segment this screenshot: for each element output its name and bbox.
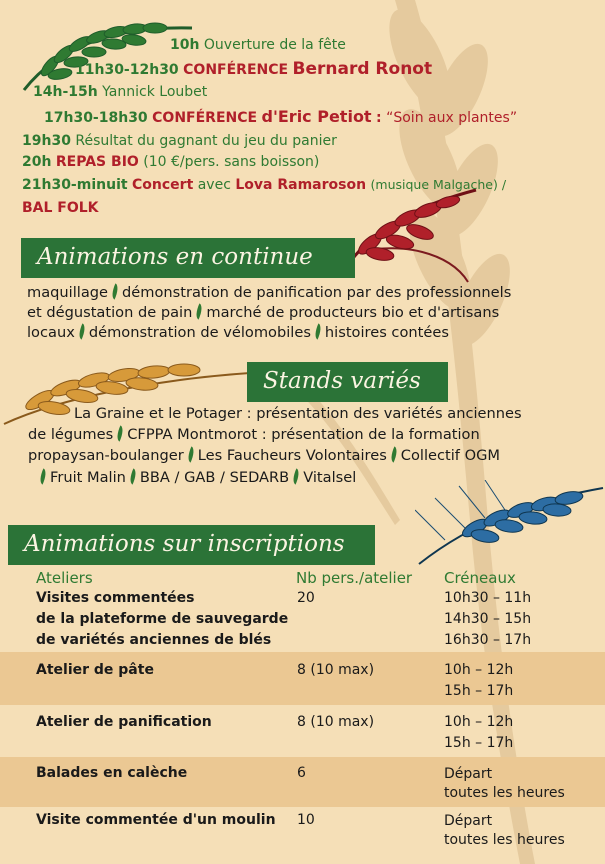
stand-item: La Graine et le Potager : présentation des variétés anciennes (74, 405, 522, 422)
animation-item: démonstration de panification par des professionnels (122, 284, 512, 301)
stands-line-4 (36, 469, 356, 487)
leaf-icon (290, 468, 302, 484)
leaf-icon (388, 446, 400, 462)
schedule-text: (musique Malgache) / (370, 177, 507, 192)
schedule-label: CONFÉRENCE (152, 110, 258, 126)
animation-item: locaux (27, 324, 75, 341)
schedule-line-conference-1 (75, 60, 432, 79)
blue-wheat-illustration (415, 480, 605, 570)
table-row-name (36, 810, 276, 831)
schedule-text: (10 €/pers. sans boisson) (143, 154, 320, 170)
schedule-time: 17h30-18h30 (44, 110, 148, 126)
schedule-line-results (22, 132, 337, 150)
schedule-speaker: Bernard Ronot (292, 59, 433, 79)
leaf-icon (37, 468, 49, 484)
workshop-name-line: Visites commentées (36, 590, 195, 606)
slot-line: 10h30 – 11h (444, 590, 532, 606)
schedule-line-concert (22, 176, 506, 194)
table-row-name (36, 763, 187, 784)
schedule-speaker: d'Eric Petiot (261, 107, 372, 126)
animations-line-3 (27, 324, 449, 342)
table-row-name (36, 660, 154, 681)
animation-item: histoires contées (324, 324, 449, 341)
animation-item: maquillage (27, 284, 109, 301)
slot-line: 10h – 12h (444, 714, 514, 730)
schedule-speaker: Lova Ramaroson (235, 177, 367, 193)
red-wheat-illustration (340, 182, 480, 292)
animation-item: et dégustation de pain (27, 304, 193, 321)
table-row-name (36, 712, 212, 733)
table-row-slots (444, 660, 513, 702)
schedule-label: CONFÉRENCE (183, 62, 289, 78)
leaf-icon (312, 323, 324, 339)
leaf-icon (114, 425, 126, 441)
table-row-count: 8 (10 max) (297, 662, 375, 678)
table-row-count: 8 (10 max) (297, 714, 375, 730)
table-row-count: 10 (297, 812, 315, 828)
table-row-slots (444, 765, 565, 803)
schedule-time: 10h (170, 37, 200, 53)
slot-line: toutes les heures (444, 832, 565, 848)
schedule-line-conference-2 (44, 108, 517, 127)
leaf-icon (193, 303, 205, 319)
slot-line: toutes les heures (444, 785, 565, 801)
schedule-label: REPAS BIO (55, 154, 139, 170)
schedule-time: 21h30-minuit (22, 177, 128, 193)
green-wheat-illustration (20, 14, 200, 94)
column-header-slots: Créneaux (444, 569, 516, 587)
workshop-name-line: Atelier de panification (36, 714, 212, 730)
leaf-icon (109, 283, 121, 299)
stands-line-2 (28, 426, 480, 444)
table-row-slots (444, 812, 565, 850)
workshop-name-line: de variétés anciennes de blés (36, 632, 272, 648)
workshop-name-line: Visite commentée d'un moulin (36, 812, 276, 828)
leaf-icon (76, 323, 88, 339)
schedule-line-loubet (33, 83, 207, 101)
stand-item: propaysan-boulanger (28, 447, 184, 464)
animation-item: démonstration de vélomobiles (88, 324, 311, 341)
stand-item: Fruit Malin (50, 469, 126, 486)
animations-line-2 (27, 304, 499, 322)
stand-item: de légumes (28, 426, 114, 443)
schedule-text: Yannick Loubet (102, 84, 208, 100)
schedule-time: 14h-15h (33, 84, 98, 100)
slot-line: Départ (444, 766, 493, 782)
inscriptions-title-banner: Animations sur inscriptions (8, 525, 375, 565)
schedule-line-meal (22, 153, 319, 171)
animations-title-banner: Animations en continue (21, 238, 355, 278)
leaf-icon (127, 468, 139, 484)
table-row-name (36, 588, 288, 651)
table-row-count: 20 (297, 590, 315, 606)
stand-item: BBA / GAB / SEDARB (139, 469, 290, 486)
slot-line: 15h – 17h (444, 683, 514, 699)
workshop-name-line: Atelier de pâte (36, 662, 154, 678)
table-row-slots (444, 588, 531, 651)
schedule-line-opening (170, 36, 346, 54)
schedule-label: Concert (132, 177, 194, 193)
stand-item: Collectif OGM (400, 447, 500, 464)
slot-line: 14h30 – 15h (444, 611, 532, 627)
column-header-capacity: Nb pers./atelier (296, 569, 413, 587)
leaf-icon (185, 446, 197, 462)
table-row-slots (444, 712, 513, 754)
stands-title-banner: Stands variés (247, 362, 448, 402)
stand-item: Les Faucheurs Volontaires (197, 447, 387, 464)
schedule-time: 20h (22, 154, 52, 170)
schedule-time: 19h30 (22, 133, 71, 149)
schedule-text: Ouverture de la fête (203, 37, 346, 53)
slot-line: Départ (444, 813, 493, 829)
workshop-name-line: de la plateforme de sauvegarde (36, 611, 289, 627)
schedule-mid: avec (197, 177, 231, 193)
stand-item: CFPPA Montmorot : présentation de la formation (127, 426, 480, 443)
schedule-text: Résultat du gagnant du jeu du panier (75, 133, 337, 149)
column-header-workshops: Ateliers (36, 569, 93, 587)
animations-line-1 (27, 284, 511, 302)
schedule-separator: : (376, 110, 382, 126)
table-row-count: 6 (297, 765, 306, 781)
animation-item: marché de producteurs bio et d'artisans (206, 304, 500, 321)
workshop-name-line: Balades en calèche (36, 765, 188, 781)
slot-line: 15h – 17h (444, 735, 514, 751)
schedule-topic: “Soin aux plantes” (386, 110, 518, 126)
schedule-label: BAL FOLK (22, 200, 99, 216)
slot-line: 16h30 – 17h (444, 632, 532, 648)
schedule-line-bal-folk (22, 199, 99, 217)
stand-item: Vitalsel (303, 469, 357, 486)
stands-line-1 (74, 405, 522, 423)
slot-line: 10h – 12h (444, 662, 514, 678)
schedule-time: 11h30-12h30 (75, 62, 179, 78)
stands-line-3 (28, 447, 500, 465)
